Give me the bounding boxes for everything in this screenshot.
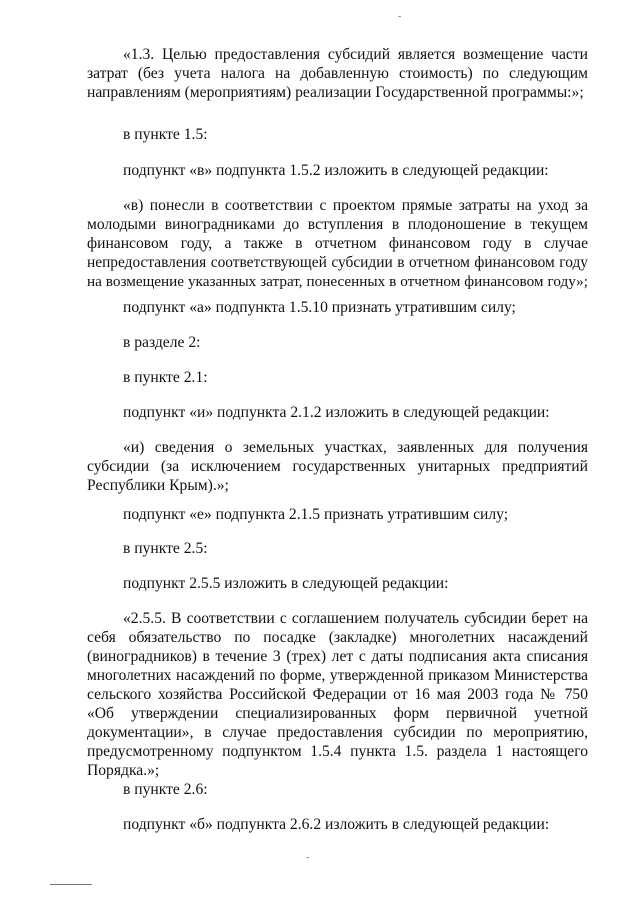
text-line: «и) сведения о земельных участках, заявленных для получения: [123, 439, 588, 456]
scan-speck: [306, 857, 309, 858]
text-line: «1.3. Целью предоставления субсидий является возмещение части: [123, 46, 588, 63]
paragraph-point-2-5: в пункте 2.5:: [123, 540, 208, 557]
paragraph-subpoint-a-void: подпункт «а» подпункта 1.5.10 признать утратившим силу;: [123, 299, 516, 316]
text-line: Республики Крым).»;: [87, 477, 229, 494]
text-line: документации», в случае предоставления субсидии по мероприятию,: [87, 724, 588, 741]
text-line: «в) понесли в соответствии с проектом прямые затраты на уход за: [123, 197, 588, 214]
paragraph-subpoint-e-void: подпункт «е» подпункта 2.1.5 признать утратившим силу;: [123, 506, 509, 523]
text-line: молодыми виноградниками до вступления в плодоношение в текущем: [87, 216, 588, 233]
text-line: финансовом году, а также в отчетном финансовом году в случае: [87, 235, 588, 252]
scan-speck: [398, 16, 401, 17]
paragraph-point-2-6: в пункте 2.6:: [123, 781, 208, 798]
paragraph-section-2: в разделе 2:: [123, 334, 201, 351]
paragraph-point-2-1: в пункте 2.1:: [123, 369, 208, 386]
text-line: Порядка.»;: [87, 762, 160, 779]
paragraph-1-3: [87, 45, 588, 102]
text-line: «2.5.5. В соответствии с соглашением получатель субсидии берет на: [123, 610, 588, 627]
text-line: «Об утверждении специализированных форм первичной учетной: [87, 705, 588, 722]
text-line: многолетних насаждений по форме, утвержденной приказом Министерства: [87, 667, 588, 684]
footer-rule: [50, 884, 92, 885]
paragraph-subpoint-i: подпункт «и» подпункта 2.1.2 изложить в следующей редакции:: [123, 404, 550, 421]
paragraph-point-1-5: в пункте 1.5:: [123, 126, 208, 143]
paragraph-v-text: [87, 196, 588, 291]
paragraph-subpoint-2-5-5: подпункт 2.5.5 изложить в следующей редакции:: [123, 575, 449, 592]
text-line: затрат (без учета налога на добавленную стоимость) по следующим: [87, 65, 588, 82]
text-line: (виноградников) в течение 3 (трех) лет с даты подписания акта списания: [87, 648, 588, 665]
text-line: направлениям (мероприятиям) реализации Государственной программы:»;: [87, 84, 584, 101]
paragraph-i-text: [87, 438, 588, 495]
paragraph-subpoint-b: подпункт «б» подпункта 2.6.2 изложить в следующей редакции:: [123, 816, 550, 833]
text-line: непредоставления соответствующей субсидии в отчетном финансовом году: [87, 254, 588, 271]
text-line: на возмещение указанных затрат, понесенных в отчетном финансовом году»;: [87, 273, 588, 290]
text-line: сельского хозяйства Российской Федерации от 16 мая 2003 года № 750: [87, 686, 588, 703]
text-line: себя обязательство по посадке (закладке) многолетних насаждений: [87, 629, 588, 646]
text-line: предусмотренному подпунктом 1.5.4 пункта 1.5. раздела 1 настоящего: [87, 743, 588, 760]
paragraph-2-5-5-text: [87, 609, 588, 780]
paragraph-subpoint-v: подпункт «в» подпункта 1.5.2 изложить в следующей редакции:: [123, 162, 549, 179]
text-line: субсидии (за исключением государственных унитарных предприятий: [87, 458, 588, 475]
